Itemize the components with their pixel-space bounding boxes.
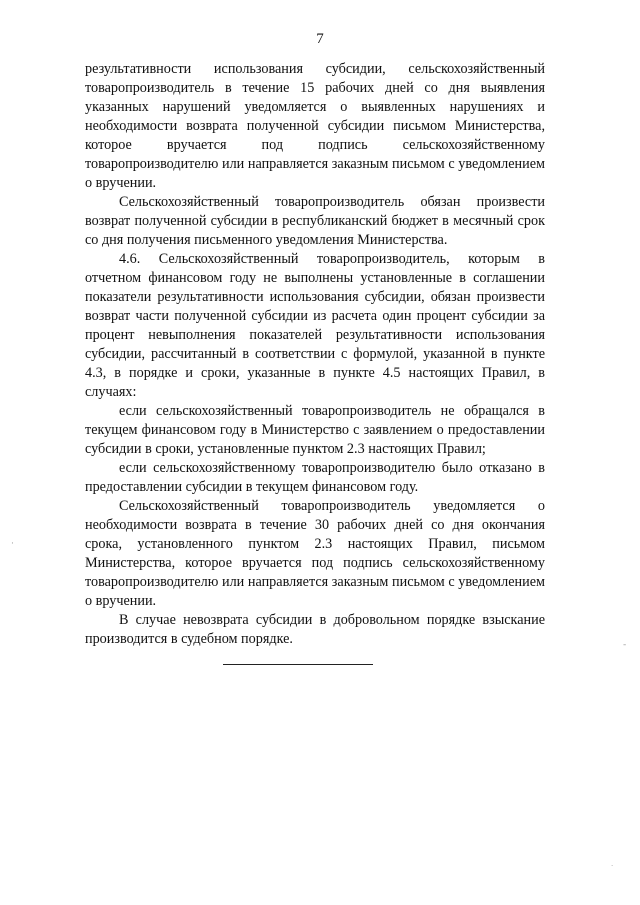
page-number: 7: [316, 31, 324, 47]
paragraph-refund-notification: Сельскохозяйственный товаропроизводитель уведомляется о необходимости возврата в течение 30 рабочих дней со дня окончания срока, установленного пунктом 2.3 настоящих Правил, письмом Министерства, которое вручается под подпись сельскохозяйственному товаропроизводителю или направляется заказным письмом с уведомлением о вручении.: [85, 498, 545, 609]
scan-mark-right: -: [623, 640, 627, 650]
paragraph-court-recovery: В случае невозврата субсидии в добровольном порядке взыскание производится в судебном порядке.: [85, 612, 545, 647]
closing-divider: [223, 664, 373, 665]
scan-mark-bottom: ·: [611, 862, 614, 870]
paragraph-subsidy-violation-notice: результативности использования субсидии, сельскохозяйственный товаропроизводитель в течение 15 рабочих дней со дня выявления указанных нарушений уведомляется о выявленных нарушениях и необходимости возврата полученной субсидии письмом Министерства, которое вручается под подпись сельскохозяйственному товаропроизводителю или направляется заказным письмом с уведомлением о вручении.: [85, 61, 545, 191]
paragraph-refund-obligation: Сельскохозяйственный товаропроизводитель обязан произвести возврат полученной субсидии в республиканский бюджет в месячный срок со дня получения письменного уведомления Министерства.: [85, 194, 545, 248]
paragraph-case-no-application: если сельскохозяйственный товаропроизводитель не обращался в текущем финансовом году в Министерство с заявлением о предоставлении субсидии в сроки, установленные пунктом 2.3 настоящих Правил;: [85, 403, 545, 457]
document-body: [85, 60, 545, 649]
paragraph-case-refused: если сельскохозяйственному товаропроизводителю было отказано в предоставлении субсидии в текущем финансовом году.: [85, 460, 545, 495]
scan-mark-left: ·: [11, 539, 14, 549]
paragraph-clause-4-6: 4.6. Сельскохозяйственный товаропроизводитель, которым в отчетном финансовом году не выполнены установленные в соглашении показатели результативности использования субсидии, обязан произвести возврат части полученной субсидии из расчета один процент субсидии за процент невыполнения показателей результативности использования субсидии, рассчитанный в соответствии с формулой, указанной в пункте 4.3, в порядке и сроки, указанные в пункте 4.5 настоящих Правил, в случаях:: [85, 251, 545, 400]
